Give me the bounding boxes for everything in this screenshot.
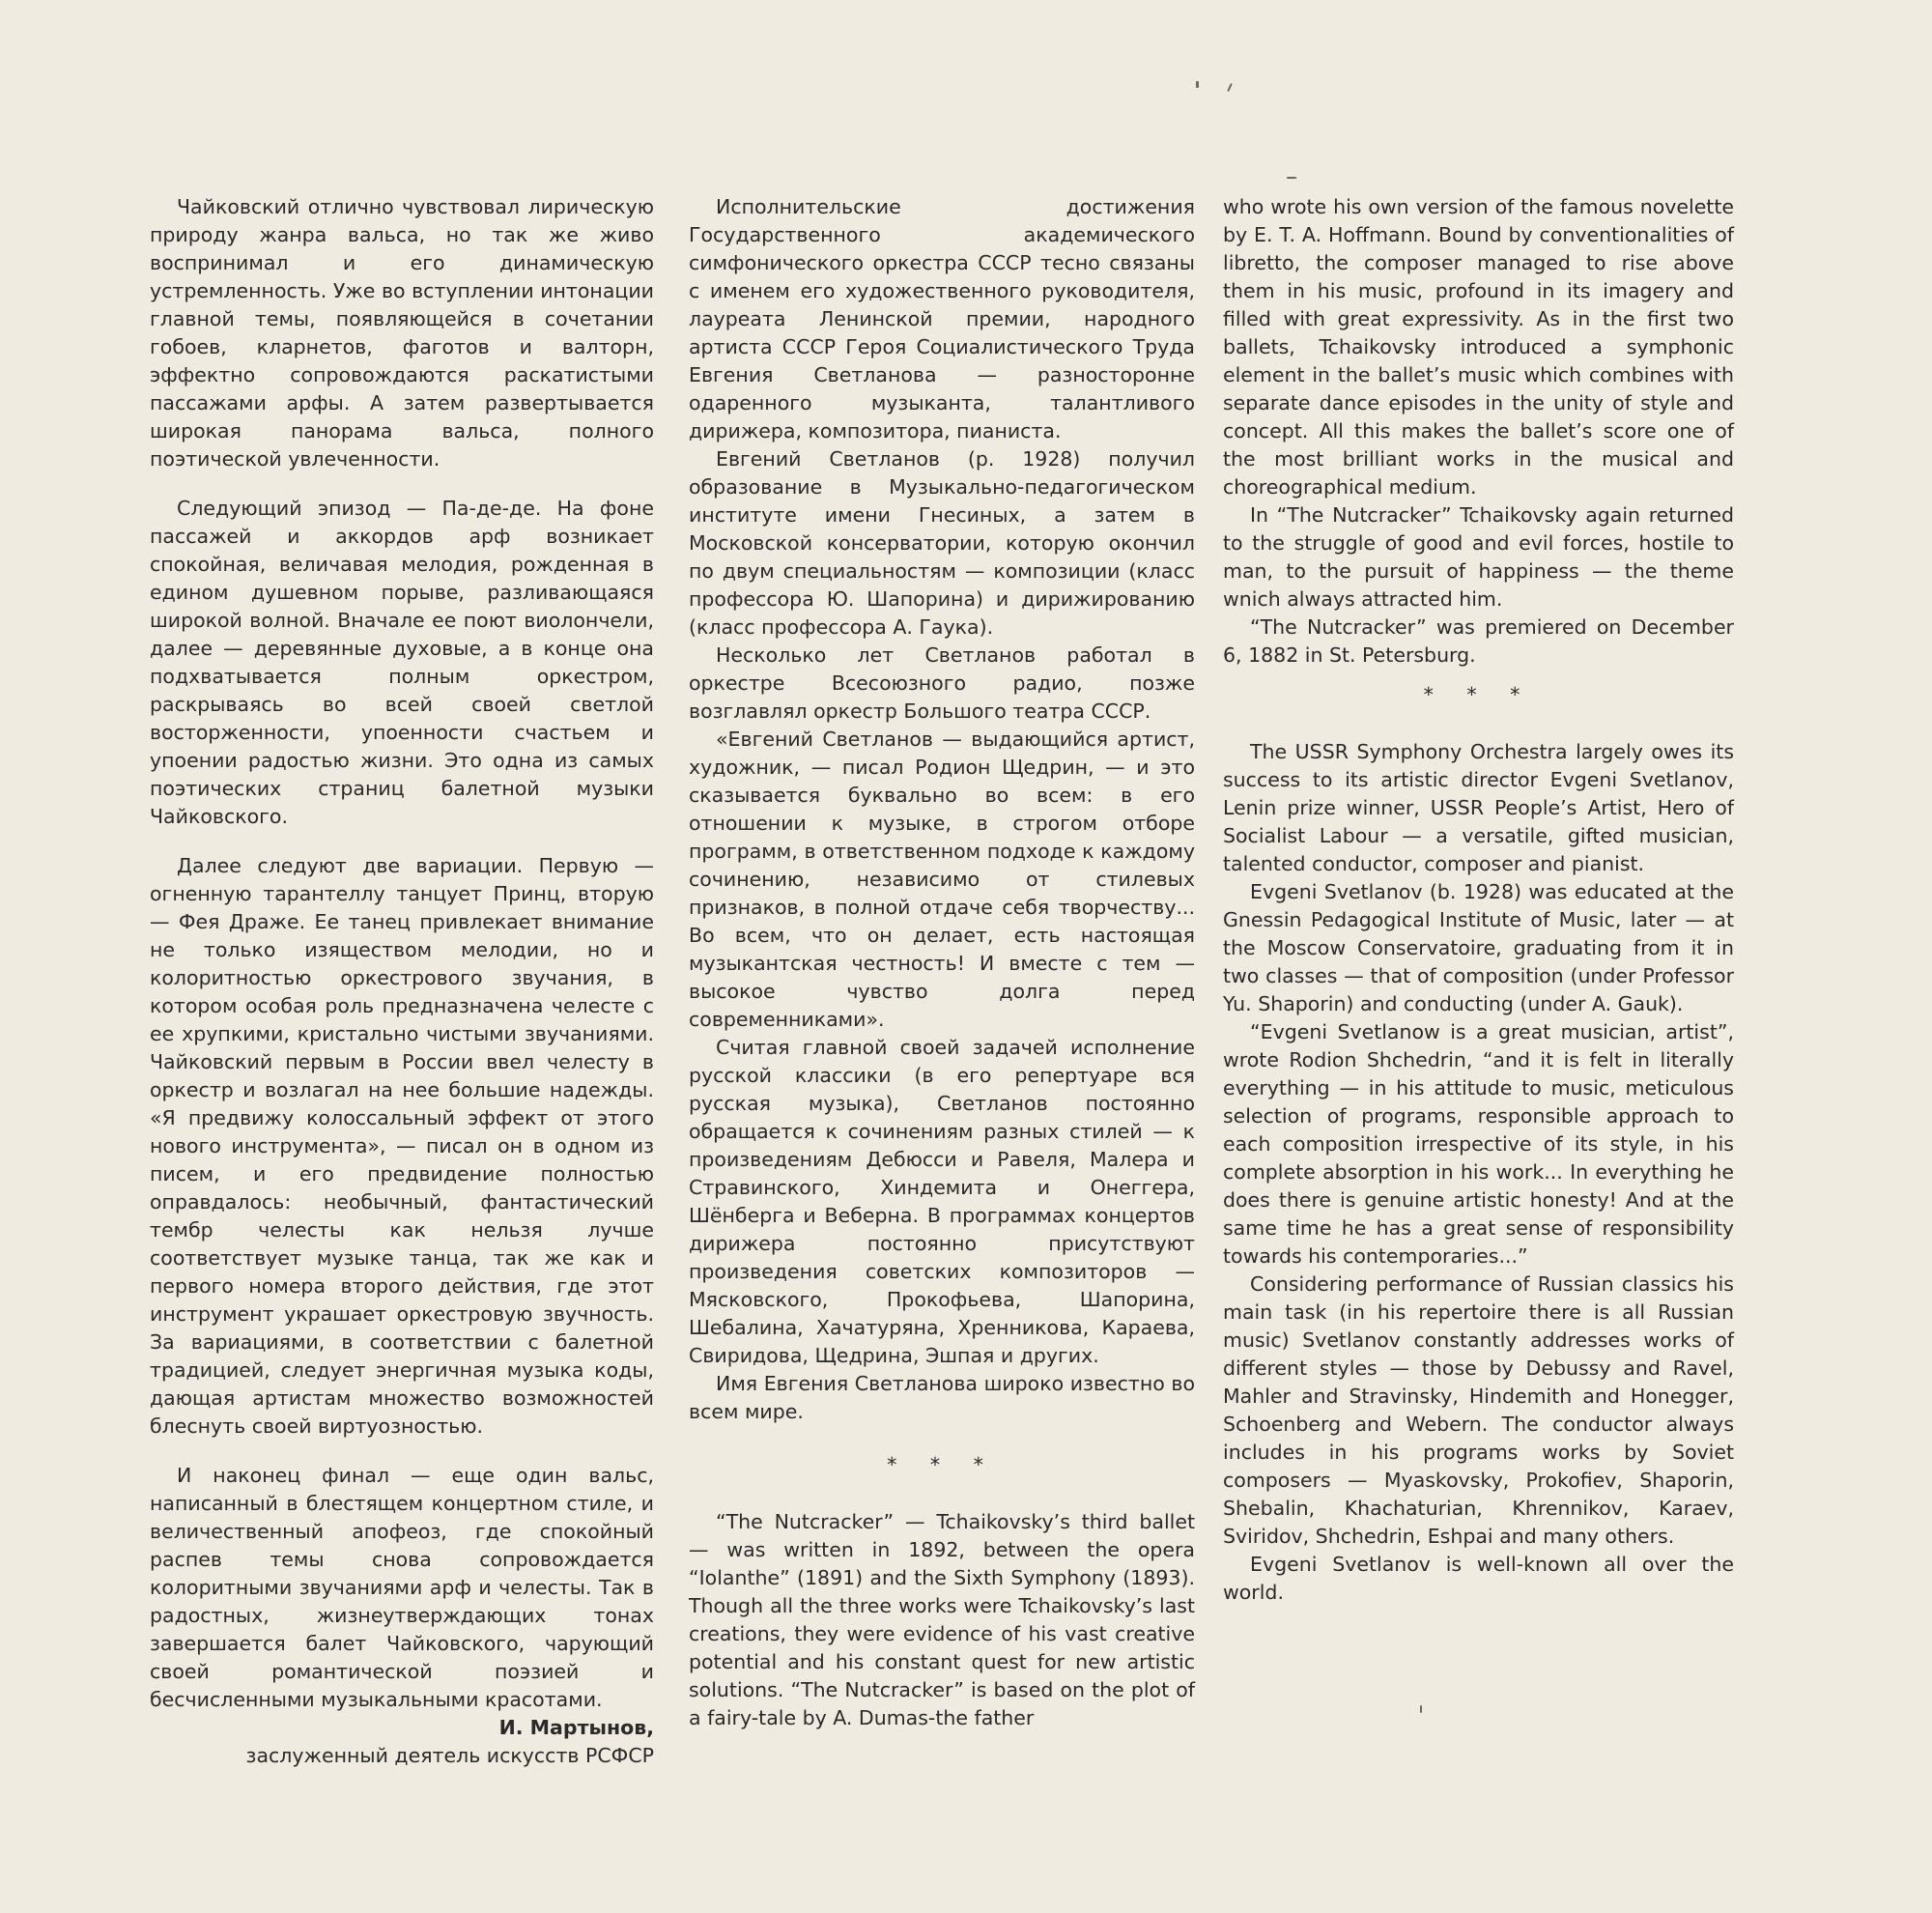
- column-russian-conductor-notes: [689, 193, 1195, 1732]
- paragraph-radio-orchestra: Несколько лет Светланов работал в оркестре Всесоюзного радио, позже возглавлял оркестр Большого театра СССР.: [689, 643, 1195, 723]
- column-english-notes: [1223, 193, 1734, 1607]
- paragraph-nutcracker-intro: “The Nutcracker” — Tchaikovsky’s third ballet — was written in 1892, between the opera “Iolanthe” (1891) and the Sixth Symphony (1893). Though all the three works were Tchaikovsky’s last creations, they were evidence of his vast creative potential and his constant quest for new artistic solutions. “The Nutcracker” is based on the plot of a fairy-tale by A. Dumas-the father: [689, 1510, 1195, 1729]
- print-speck: [1420, 1705, 1422, 1713]
- paragraph-shchedrin-quote-en: “Evgeni Svetlanow is a great musician, artist”, wrote Rodion Shchedrin, “and it is felt in literally everything — in his attitude to music, meticulous selection of programs, responsible approach to each composition irrespective of its style, in his complete absorption in his work... In everything he does there is genuine artistic honesty! And at the same time he has a great sense of responsibility towards his contemporaries...”: [1223, 1020, 1734, 1268]
- print-speck: [1227, 83, 1233, 92]
- paragraph-shchedrin-quote: «Евгений Светланов — выдающийся артист, художник, — писал Родион Щедрин, — и это сказывается буквально во всем: в его отношении к музыке, в строгом отборе программ, в ответственном подходе к каждому сочинению, независимо от стилевых признаков, в полной отдаче себя творчеству... Во всем, что он делает, есть настоящая музыкантская честность! И вместе с тем — высокое чувство долга перед современниками».: [689, 728, 1195, 1031]
- section-divider: * * *: [887, 1453, 997, 1476]
- paragraph-repertoire: Считая главной своей задачей исполнение русской классики (в его репертуаре вся русская музыка), Светланов постоянно обращается к сочинениям разных стилей — к произведениям Дебюсси и Равеля, Малера и Стравинского, Хиндемита и Онеггера, Шёнберга и Веберна. В программах концертов дирижера постоянно присутствуют произведения советских композиторов — Мясковского, Прокофьева, Шапорина, Шебалина, Хачатуряна, Хренникова, Караева, Свиридова, Щедрина, Эшпая и других.: [689, 1036, 1195, 1367]
- paragraph-good-evil: In “The Nutcracker” Tchaikovsky again returned to the struggle of good and evil forces, hostile to man, to the pursuit of happiness — the theme wnich always attracted him.: [1223, 503, 1734, 611]
- section-divider: * * *: [1423, 683, 1534, 706]
- author-signature: И. Мартынов,: [498, 1716, 654, 1739]
- paragraph-worldwide-fame-en: Evgeni Svetlanov is well-known all over the world.: [1223, 1553, 1734, 1604]
- print-speck: [1196, 81, 1199, 88]
- paragraph-orchestra-achievements: Исполнительские достижения Государственного академического симфонического оркестра СССР тесно связаны с именем его художественного руководителя, лауреата Ленинской премии, народного артиста СССР Героя Социалистического Труда Евгения Светланова — разносторонне одаренного музыканта, талантливого дирижера, композитора, пианиста.: [689, 195, 1195, 443]
- paragraph-waltz: Чайковский отлично чувствовал лирическую природу жанра вальса, но так же живо воспринимал и его динамическую устремленность. Уже во вступлении интонации главной темы, появляющейся в сочетании гобоев, кларнетов, фаготов и валторн, эффектно сопровождаются раскатистыми пассажами арфы. А затем развертывается широкая панорама вальса, полного поэтической увлеченности.: [150, 195, 654, 471]
- paragraph-hoffmann-continued: who wrote his own version of the famous novelette by E. T. A. Hoffmann. Bound by conventionalities of libretto, the composer managed to rise above them in his music, profound in its imagery and filled with great expressivity. As in the first two ballets, Tchaikovsky introduced a symphonic element in the ballet’s music which combines with separate dance episodes in the unity of style and concept. All this makes the ballet’s score one of the most brilliant works in the musical and choreographical medium.: [1223, 195, 1734, 499]
- paragraph-education-en: Evgeni Svetlanov (b. 1928) was educated at the Gnessin Pedagogical Institute of Music, later — at the Moscow Conservatoire, graduating from it in two classes — that of composition (under Professor Yu. Shaporin) and conducting (under A. Gauk).: [1223, 880, 1734, 1015]
- paragraph-variations: Далее следуют две вариации. Первую — огненную тарантеллу танцует Принц, вторую — Фея Драже. Ее танец привлекает внимание не только изяществом мелодии, но и колоритностью оркестрового звучания, в котором особая роль предназначена челесте с ее хрупкими, кристально чистыми звучаниями. Чайковский первым в России ввел челесту в оркестр и возлагал на нее большие надежды. «Я предвижу колоссальный эффект от этого нового инструмента», — писал он в одном из писем, и его предвидение полностью оправдалось: необычный, фантастический тембр челесты как нельзя лучше соответствует музыке танца, так же как и первого номера второго действия, где этот инструмент украшает оркестровую звучность. За вариациями, в соответствии с балетной традицией, следует энергичная музыка коды, дающая артистам множество возможностей блеснуть своей виртуозностью.: [150, 854, 654, 1438]
- column-russian-ballet-notes: [150, 193, 654, 1770]
- paragraph-orchestra-success: The USSR Symphony Orchestra largely owes its success to its artistic director Evgeni Svetlanov, Lenin prize winner, USSR People’s Artist, Hero of Socialist Labour — a versatile, gifted musician, talented conductor, composer and pianist.: [1223, 740, 1734, 875]
- paragraph-finale: И наконец финал — еще один вальс, написанный в блестящем концертном стиле, и величественный апофеоз, где спокойный распев темы снова сопровождается колоритными звучаниями арф и челесты. Так в радостных, жизнеутверждающих тонах завершается балет Чайковского, чарующий своей романтической поэзией и бесчисленными музыкальными красотами.: [150, 1464, 654, 1711]
- paragraph-pas-de-deux: Следующий эпизод — Па-де-де. На фоне пассажей и аккордов арф возникает спокойная, величавая мелодия, рожденная в едином душевном порыве, разливающаяся широкой волной. Вначале ее поют виолончели, далее — деревянные духовые, а в конце она подхватывается полным оркестром, раскрываясь во всей своей светлой восторженности, упоенности счастьем и упоении радостью жизни. Это одна из самых поэтических страниц балетной музыки Чайковского.: [150, 497, 654, 828]
- author-title: заслуженный деятель искусств РСФСР: [245, 1744, 654, 1767]
- paragraph-repertoire-en: Considering performance of Russian classics his main task (in his repertoire there is all Russian music) Svetlanov constantly addresses works of different styles — those by Debussy and Ravel, Mahler and Stravinsky, Hindemith and Honegger, Schoenberg and Webern. The conductor always includes in his programs works by Soviet composers — Myaskovsky, Prokofiev, Shaporin, Shebalin, Khachaturian, Khrennikov, Karaev, Sviridov, Shchedrin, Eshpai and many others.: [1223, 1272, 1734, 1548]
- print-speck: [1287, 177, 1296, 179]
- paragraph-education: Евгений Светланов (р. 1928) получил образование в Музыкально-педагогическом институте имени Гнесиных, а затем в Московской консерватории, которую окончил по двум специальностям — композиции (класс профессора Ю. Шапорина) и дирижированию (класс профессора А. Гаука).: [689, 447, 1195, 639]
- paragraph-worldwide-fame: Имя Евгения Светланова широко известно во всем мире.: [689, 1372, 1195, 1423]
- paragraph-premiere: “The Nutcracker” was premiered on December 6, 1882 in St. Petersburg.: [1223, 615, 1734, 667]
